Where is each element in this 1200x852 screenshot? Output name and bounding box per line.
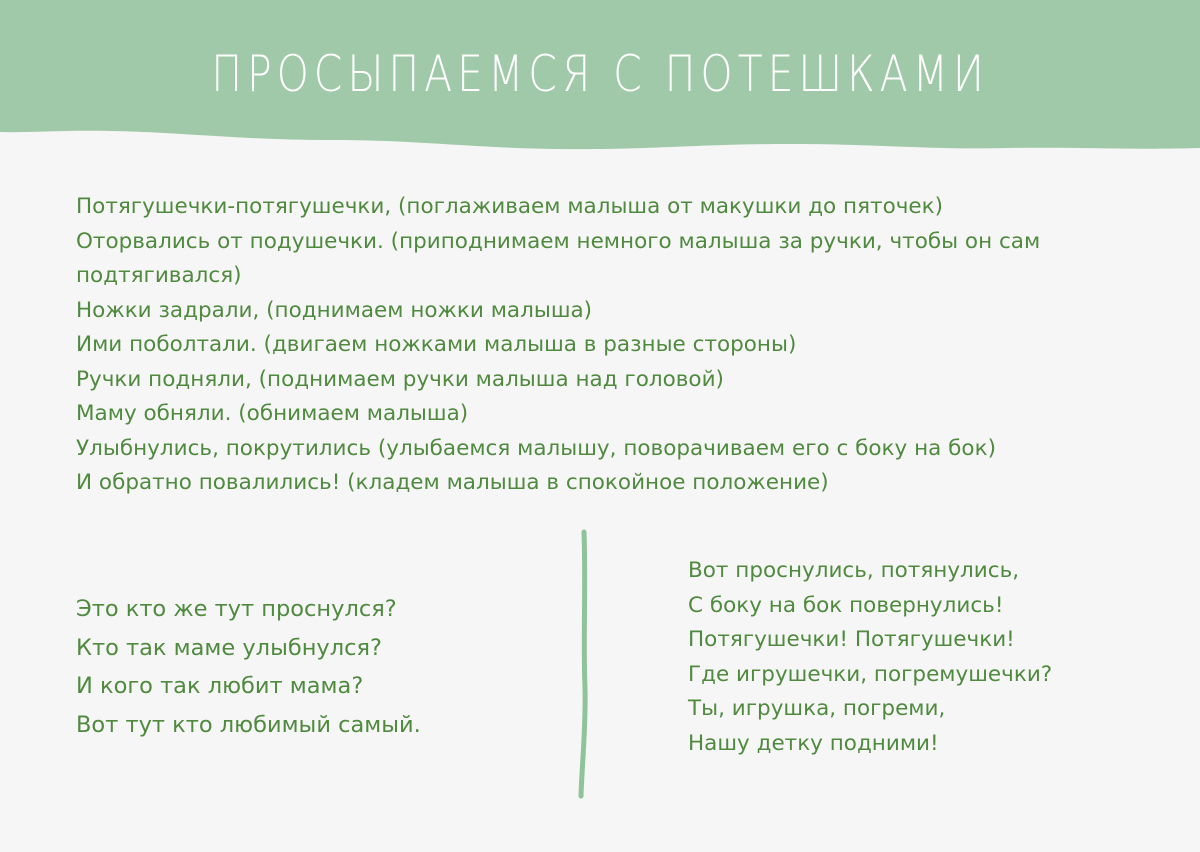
main-poem-line: Потягушечки-потягушечки, (поглаживаем малыша от макушки до пяточек)	[76, 194, 944, 219]
left-poem-line: И кого так любит мама?	[76, 673, 364, 699]
main-poem-line: подтягивался)	[76, 263, 242, 288]
main-poem	[76, 190, 1136, 501]
main-poem-line: Оторвались от подушечки. (приподнимаем немного малыша за ручки, чтобы он сам	[76, 228, 1041, 254]
right-poem-line: Нашу детку подними!	[688, 730, 939, 756]
right-poem-line: Вот проснулись, потянулись,	[688, 558, 1020, 583]
left-poem-line: Это кто же тут проснулся?	[76, 596, 397, 622]
right-poem-line: Где игрушечки, погремушечки?	[688, 661, 1053, 687]
main-poem-line: Ими поболтали. (двигаем ножками малыша в разные стороны)	[76, 332, 797, 357]
left-poem	[76, 590, 536, 744]
right-poem	[688, 554, 1148, 761]
left-poem-line: Вот тут кто любимый самый.	[76, 711, 421, 738]
main-poem-line: Ножки задрали, (поднимаем ножки малыша)	[76, 297, 593, 323]
main-poem-line: Ручки подняли, (поднимаем ручки малыша над головой)	[76, 366, 724, 392]
main-poem-line: Улыбнулись, покрутились (улыбаемся малышу, поворачиваем его с боку на бок)	[76, 435, 996, 461]
page-title: ПРОСЫПАЕМСЯ С ПОТЕШКАМИ	[211, 45, 989, 103]
main-poem-line: И обратно повалились! (кладем малыша в спокойное положение)	[76, 470, 829, 495]
header-band	[0, 0, 1200, 160]
left-poem-line: Кто так маме улыбнулся?	[76, 634, 382, 661]
divider-stroke	[581, 532, 585, 796]
right-poem-line: Ты, игрушка, погреми,	[688, 696, 946, 721]
right-poem-line: С боку на бок повернулись!	[688, 592, 1004, 618]
vertical-divider	[572, 528, 596, 800]
main-poem-line: Маму обняли. (обнимаем малыша)	[76, 401, 469, 426]
right-poem-line: Потягушечки! Потягушечки!	[688, 627, 1015, 652]
